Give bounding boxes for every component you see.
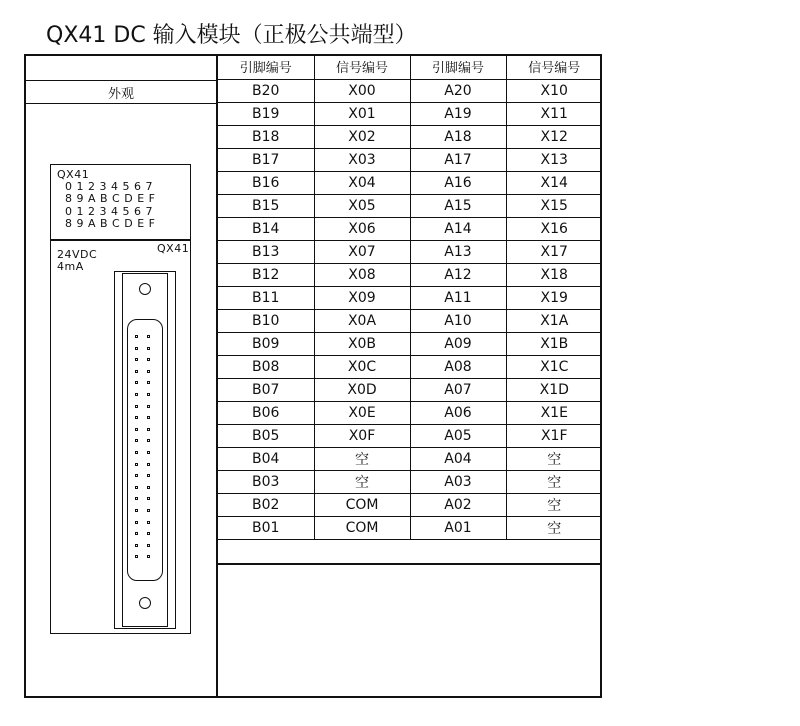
connector-pin-icon <box>147 532 150 535</box>
table-row <box>218 148 602 171</box>
connector-pin-icon <box>147 509 150 512</box>
cell-signal-b: X0C <box>314 355 410 378</box>
rating-voltage: 24VDC <box>57 248 98 261</box>
cell-pin-a: A10 <box>410 309 506 332</box>
cell-pin-b: B10 <box>218 309 314 332</box>
cell-pin-a: A16 <box>410 171 506 194</box>
dsub-connector <box>127 319 163 581</box>
connector-pin-icon <box>135 428 138 431</box>
cell-pin-a: A15 <box>410 194 506 217</box>
cell-signal-a: 空 <box>506 493 602 516</box>
connector-pin-icon <box>147 381 150 384</box>
connector-pin-icon <box>135 474 138 477</box>
table-row <box>218 309 602 332</box>
cell-signal-a: 空 <box>506 516 602 539</box>
header-signal-no-a: 信号编号 <box>506 54 602 79</box>
cell-pin-b: B17 <box>218 148 314 171</box>
table-row <box>218 424 602 447</box>
connector-pin-icon <box>135 335 138 338</box>
cell-signal-a: 空 <box>506 447 602 470</box>
connector-pin-icon <box>147 393 150 396</box>
cell-signal-b: X0B <box>314 332 410 355</box>
connector-pin-icon <box>135 486 138 489</box>
cell-signal-a: X1C <box>506 355 602 378</box>
cell-pin-a: A19 <box>410 102 506 125</box>
cell-signal-a: 空 <box>506 470 602 493</box>
cell-signal-a: X15 <box>506 194 602 217</box>
table-row <box>218 171 602 194</box>
cell-pin-a: A09 <box>410 332 506 355</box>
header-signal-no-b: 信号编号 <box>314 54 410 79</box>
cell-signal-b: X0D <box>314 378 410 401</box>
cell-pin-a: A12 <box>410 263 506 286</box>
cell-signal-b: X04 <box>314 171 410 194</box>
top-screw-icon <box>139 283 151 295</box>
page-title: QX41 DC 输入模块（正极公共端型） <box>46 23 417 48</box>
cell-pin-a: A04 <box>410 447 506 470</box>
left-header-cell <box>24 54 218 81</box>
connector-pin-icon <box>147 358 150 361</box>
pin-assignment-table <box>218 54 602 540</box>
cell-signal-a: X19 <box>506 286 602 309</box>
connector-pin-icon <box>147 416 150 419</box>
connector-pin-icon <box>135 521 138 524</box>
cell-pin-b: B05 <box>218 424 314 447</box>
cell-signal-b: X03 <box>314 148 410 171</box>
table-row <box>218 332 602 355</box>
header-pin-no-b: 引脚编号 <box>218 54 314 79</box>
cell-signal-b: X02 <box>314 125 410 148</box>
cell-pin-a: A14 <box>410 217 506 240</box>
table-row <box>218 286 602 309</box>
cell-signal-a: X12 <box>506 125 602 148</box>
cell-pin-a: A01 <box>410 516 506 539</box>
rating-current: 4mA <box>57 260 84 273</box>
bottom-screw-icon <box>139 597 151 609</box>
cell-signal-a: X13 <box>506 148 602 171</box>
cell-pin-a: A03 <box>410 470 506 493</box>
cell-signal-a: X14 <box>506 171 602 194</box>
cell-signal-b: X09 <box>314 286 410 309</box>
cell-pin-b: B01 <box>218 516 314 539</box>
connector-pin-icon <box>135 393 138 396</box>
cell-signal-b: X0A <box>314 309 410 332</box>
table-bottom-rule <box>218 563 602 565</box>
connector-pin-icon <box>135 416 138 419</box>
cell-signal-b: 空 <box>314 447 410 470</box>
connector-pin-icon <box>147 497 150 500</box>
led-row-2: 8 9 A B C D E F <box>65 192 156 205</box>
cell-pin-b: B06 <box>218 401 314 424</box>
cell-pin-b: B09 <box>218 332 314 355</box>
cell-pin-b: B02 <box>218 493 314 516</box>
module-illustration <box>50 164 191 634</box>
cell-pin-b: B16 <box>218 171 314 194</box>
connector-pin-icon <box>135 555 138 558</box>
cell-signal-a: X18 <box>506 263 602 286</box>
cell-pin-a: A05 <box>410 424 506 447</box>
cell-signal-a: X1F <box>506 424 602 447</box>
cell-pin-a: A08 <box>410 355 506 378</box>
table-row <box>218 263 602 286</box>
connector-pin-icon <box>135 509 138 512</box>
table-row <box>218 401 602 424</box>
cell-signal-b: X01 <box>314 102 410 125</box>
cell-signal-a: X1A <box>506 309 602 332</box>
header-pin-no-a: 引脚编号 <box>410 54 506 79</box>
connector-pin-icon <box>135 358 138 361</box>
cell-pin-b: B11 <box>218 286 314 309</box>
cell-pin-b: B07 <box>218 378 314 401</box>
cell-signal-b: X07 <box>314 240 410 263</box>
cell-pin-a: A06 <box>410 401 506 424</box>
cell-signal-a: X11 <box>506 102 602 125</box>
cell-signal-b: COM <box>314 493 410 516</box>
cell-pin-a: A11 <box>410 286 506 309</box>
table-row <box>218 447 602 470</box>
connector-pin-icon <box>135 497 138 500</box>
cell-signal-b: 空 <box>314 470 410 493</box>
connector-pin-icon <box>147 555 150 558</box>
cell-signal-a: X10 <box>506 79 602 102</box>
cell-signal-b: X08 <box>314 263 410 286</box>
led-row-4: 8 9 A B C D E F <box>65 217 156 230</box>
led-row-1: 0 1 2 3 4 5 6 7 <box>65 180 153 193</box>
cell-signal-b: X0E <box>314 401 410 424</box>
cell-signal-a: X17 <box>506 240 602 263</box>
cell-pin-b: B20 <box>218 79 314 102</box>
table-row <box>218 102 602 125</box>
cell-pin-a: A20 <box>410 79 506 102</box>
table-row <box>218 493 602 516</box>
cell-signal-b: X00 <box>314 79 410 102</box>
connector-pin-icon <box>147 451 150 454</box>
cell-pin-a: A18 <box>410 125 506 148</box>
table-header-row <box>218 54 602 79</box>
connector-pin-icon <box>135 544 138 547</box>
cell-pin-a: A02 <box>410 493 506 516</box>
table-row <box>218 79 602 102</box>
connector-pin-icon <box>147 405 150 408</box>
cell-pin-b: B14 <box>218 217 314 240</box>
cell-pin-a: A17 <box>410 148 506 171</box>
connector-pin-icon <box>147 335 150 338</box>
module-separator <box>51 239 190 241</box>
connector-pin-icon <box>147 486 150 489</box>
table-row <box>218 355 602 378</box>
cell-signal-a: X1B <box>506 332 602 355</box>
module-model-label: QX41 <box>57 168 90 181</box>
connector-pin-icon <box>135 532 138 535</box>
connector-pin-icon <box>147 347 150 350</box>
cell-signal-b: X06 <box>314 217 410 240</box>
connector-pin-icon <box>135 381 138 384</box>
cell-signal-b: COM <box>314 516 410 539</box>
connector-pin-icon <box>135 463 138 466</box>
connector-pin-icon <box>147 428 150 431</box>
cell-pin-b: B08 <box>218 355 314 378</box>
cell-signal-b: X0F <box>314 424 410 447</box>
connector-pin-icon <box>135 405 138 408</box>
connector-pin-icon <box>135 451 138 454</box>
cell-pin-b: B03 <box>218 470 314 493</box>
table-row <box>218 217 602 240</box>
cell-pin-b: B13 <box>218 240 314 263</box>
cell-pin-b: B15 <box>218 194 314 217</box>
table-row <box>218 125 602 148</box>
appearance-label-cell <box>24 81 218 104</box>
cell-pin-b: B19 <box>218 102 314 125</box>
appearance-label: 外观 <box>107 86 134 102</box>
connector-pin-icon <box>147 370 150 373</box>
table-row <box>218 470 602 493</box>
cell-pin-a: A07 <box>410 378 506 401</box>
connector-pin-icon <box>135 347 138 350</box>
cell-signal-a: X1D <box>506 378 602 401</box>
cell-pin-b: B12 <box>218 263 314 286</box>
connector-pin-icon <box>147 439 150 442</box>
cell-signal-b: X05 <box>314 194 410 217</box>
table-row <box>218 516 602 539</box>
connector-pin-icon <box>135 370 138 373</box>
connector-pin-icon <box>147 474 150 477</box>
table-row <box>218 240 602 263</box>
connector-pin-icon <box>147 521 150 524</box>
connector-pin-icon <box>135 439 138 442</box>
table-row <box>218 194 602 217</box>
cell-signal-a: X1E <box>506 401 602 424</box>
connector-pin-icon <box>147 463 150 466</box>
table-row <box>218 378 602 401</box>
cell-signal-a: X16 <box>506 217 602 240</box>
cell-pin-b: B18 <box>218 125 314 148</box>
cell-pin-a: A13 <box>410 240 506 263</box>
connector-pin-icon <box>147 544 150 547</box>
module-model-right: QX41 <box>157 242 190 255</box>
cell-pin-b: B04 <box>218 447 314 470</box>
led-row-3: 0 1 2 3 4 5 6 7 <box>65 205 153 218</box>
